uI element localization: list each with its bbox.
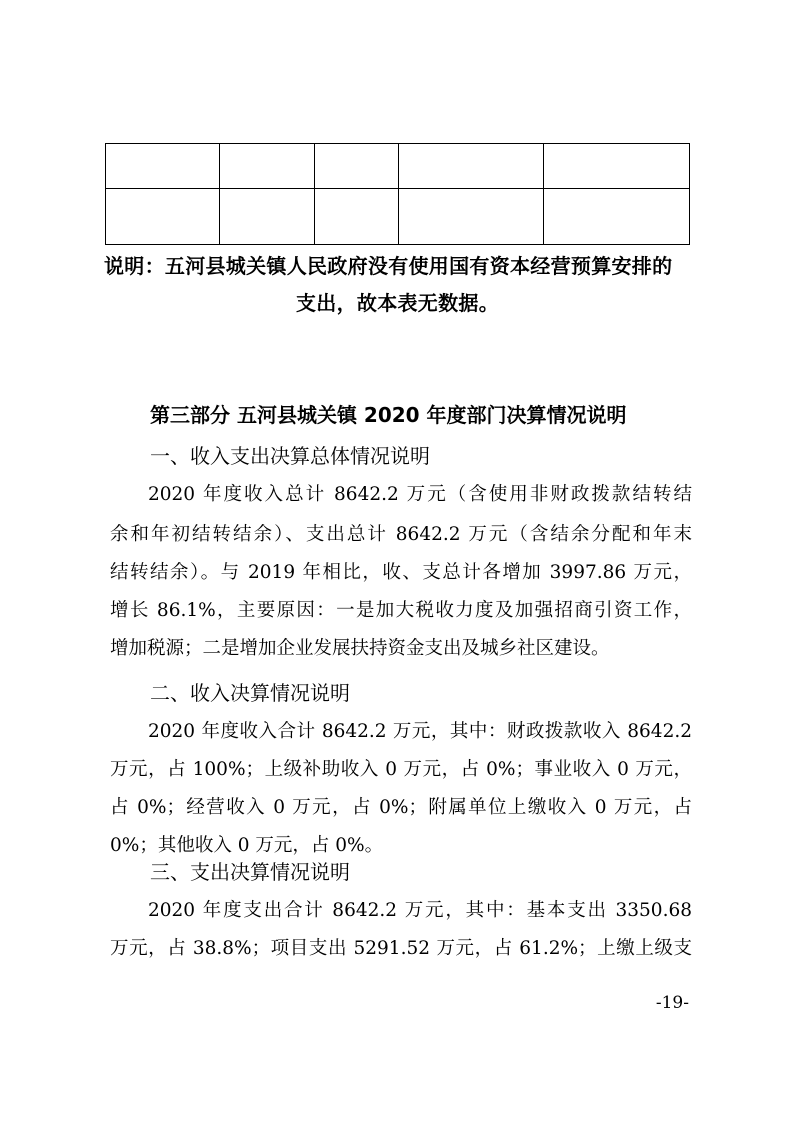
paragraph-line: 占 0%；经营收入 0 万元，占 0%；附属单位上缴收入 0 万元，占 — [110, 797, 692, 818]
empty-data-table — [105, 143, 690, 245]
paragraph-line: 结转结余）。与 2019 年相比，收、支总计各增加 3997.86 万元， — [110, 562, 692, 583]
section-heading-expenditure: 三、支出决算情况说明 — [150, 860, 350, 884]
paragraph-line: 万元，占 38.8%；项目支出 5291.52 万元，占 61.2%；上缴上级支 — [110, 938, 692, 959]
paragraph-line: 2020 年度收入总计 8642.2 万元（含使用非财政拨款结转结 — [148, 484, 692, 505]
paragraph-line: 2020 年度收入合计 8642.2 万元，其中：财政拨款收入 8642.2 — [148, 721, 692, 742]
paragraph-line: 2020 年度支出合计 8642.2 万元，其中：基本支出 3350.68 — [148, 900, 692, 921]
page-number: -19- — [655, 993, 689, 1013]
paragraph-line: 增长 86.1%，主要原因：一是加大税收力度及加强招商引资工作， — [110, 600, 692, 621]
table-cell — [544, 144, 690, 189]
paragraph-line: 0%；其他收入 0 万元，占 0%。 — [110, 835, 384, 856]
section-heading-overall: 一、收入支出决算总体情况说明 — [150, 444, 430, 468]
table-cell — [106, 189, 220, 245]
table-note-line-1: 说明：五河县城关镇人民政府没有使用国有资本经营预算安排的 — [104, 254, 673, 278]
paragraph-line: 增加税源；二是增加企业发展扶持资金支出及城乡社区建设。 — [110, 638, 610, 659]
table-cell — [544, 189, 690, 245]
table-cell — [398, 144, 543, 189]
part-three-title: 第三部分 五河县城关镇 2020 年度部门决算情况说明 — [150, 403, 627, 427]
table-row — [106, 189, 690, 245]
paragraph-line: 万元，占 100%；上级补助收入 0 万元，占 0%；事业收入 0 万元， — [110, 759, 692, 780]
table-cell — [314, 144, 398, 189]
section-heading-income: 二、收入决算情况说明 — [150, 681, 350, 705]
table-cell — [106, 144, 220, 189]
table-cell — [220, 189, 314, 245]
table-cell — [314, 189, 398, 245]
table-cell — [398, 189, 543, 245]
table-cell — [220, 144, 314, 189]
table-note-line-2: 支出，故本表无数据。 — [296, 291, 499, 315]
paragraph-line: 余和年初结转结余）、支出总计 8642.2 万元（含结余分配和年末 — [110, 524, 692, 545]
table-row — [106, 144, 690, 189]
